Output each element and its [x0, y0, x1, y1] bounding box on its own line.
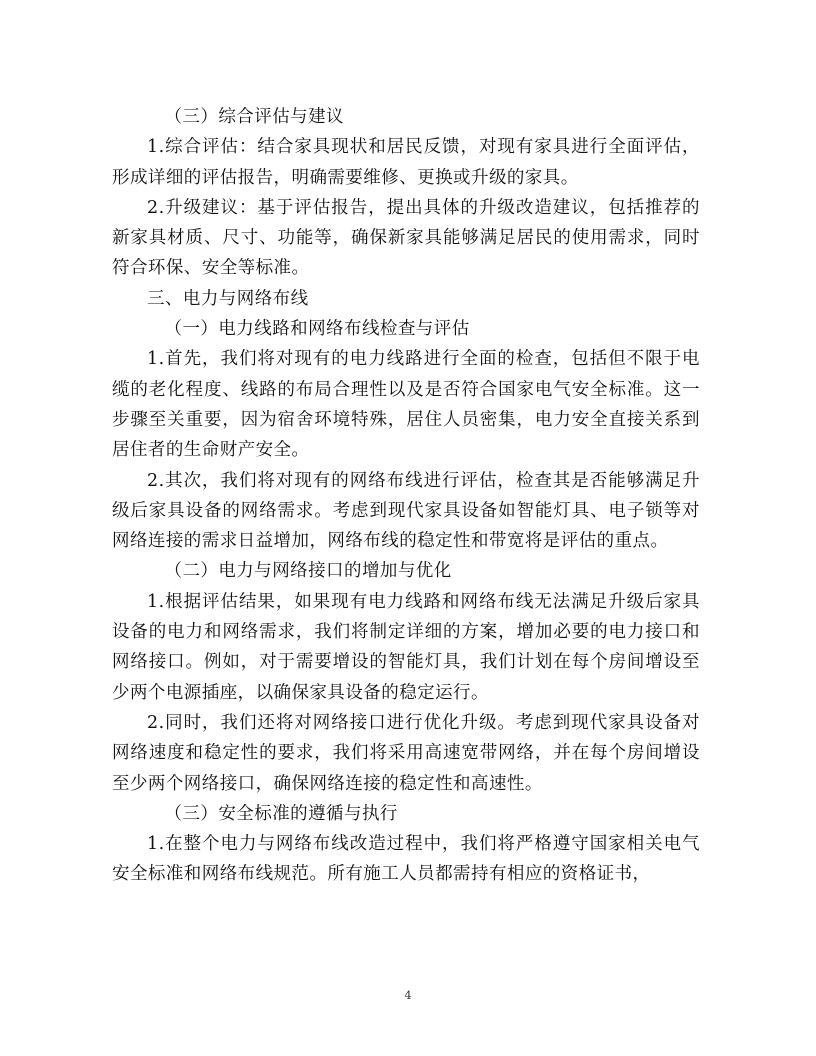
subsection-heading-inspection-evaluation: （一）电力线路和网络布线检查与评估 [164, 319, 470, 340]
paragraph-optimize-network: 2.同时，我们还将对网络接口进行优化升级。考虑到现代家具设备对网络速度和稳定性的要求，我们将采用高速宽带网络，并在每个房间增设至少两个网络接口，确保网络连接的稳定性和高速性。 [112, 712, 700, 794]
subsection-heading-interface-addition: （二）电力与网络接口的增加与优化 [164, 561, 452, 582]
document-body [112, 102, 700, 890]
page-number: 4 [404, 989, 412, 1002]
paragraph-upgrade-suggestion: 2.升级建议：基于评估报告，提出具体的升级改造建议，包括推荐的新家具材质、尺寸、功能等，确保新家具能够满足居民的使用需求，同时符合环保、安全等标准。 [112, 197, 700, 279]
paragraph-network-wiring-evaluation: 2.其次，我们将对现有的网络布线进行评估，检查其是否能够满足升级后家具设备的网络需求。考虑到现代家具设备如智能灯具、电子锁等对网络连接的需求日益增加，网络布线的稳定性和带宽将是评估的重点。 [112, 470, 700, 552]
section-heading-power-network-wiring: 三、电力与网络布线 [147, 288, 309, 309]
paragraph-power-line-inspection: 1.首先，我们将对现有的电力线路进行全面的检查，包括但不限于电缆的老化程度、线路的布局合理性以及是否符合国家电气安全标准。这一步骤至关重要，因为宿舍环境特殊，居住人员密集，电力安全直接关系到居住者的生命财产安全。 [112, 349, 700, 461]
paragraph-add-interfaces: 1.根据评估结果，如果现有电力线路和网络布线无法满足升级后家具设备的电力和网络需求，我们将制定详细的方案，增加必要的电力接口和网络接口。例如，对于需要增设的智能灯具，我们计划在每个房间增设至少两个电源插座，以确保家具设备的稳定运行。 [112, 591, 700, 703]
subsection-heading-safety-standards: （三）安全标准的遵循与执行 [164, 803, 398, 824]
paragraph-safety-compliance: 1.在整个电力与网络布线改造过程中，我们将严格遵守国家相关电气安全标准和网络布线规范。所有施工人员都需持有相应的资格证书， [112, 834, 700, 885]
subsection-heading-comprehensive-assessment: （三）综合评估与建议 [164, 107, 344, 127]
paragraph-comprehensive-assessment: 1.综合评估：结合家具现状和居民反馈，对现有家具进行全面评估，形成详细的评估报告，明确需要维修、更换或升级的家具。 [112, 137, 700, 188]
